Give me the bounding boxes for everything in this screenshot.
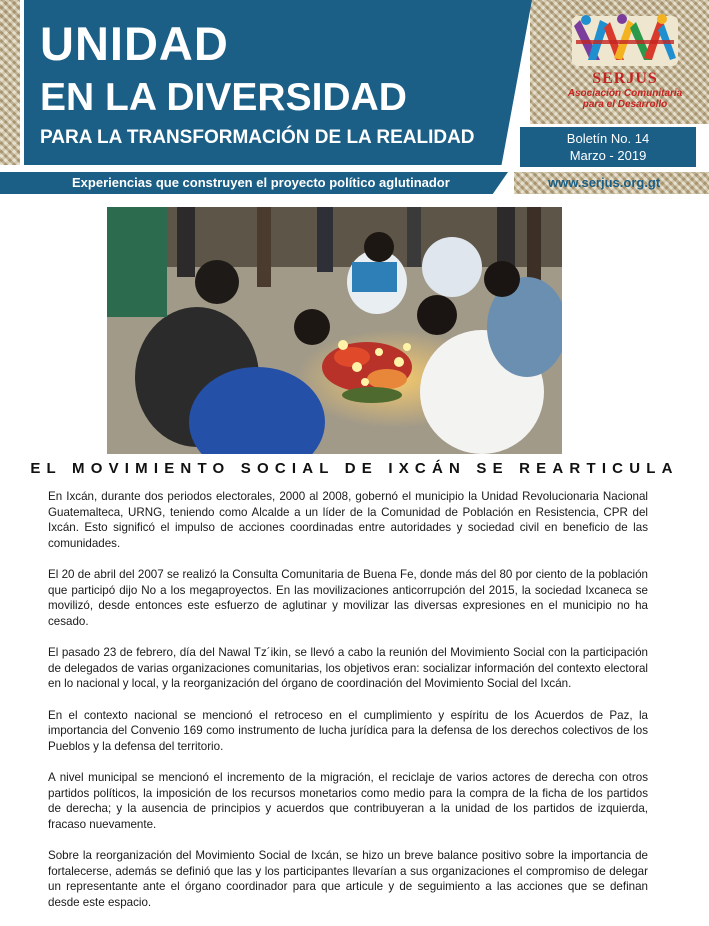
logo-name: SERJUS xyxy=(592,70,658,87)
logo-description xyxy=(566,88,684,110)
woven-texture-left xyxy=(0,0,20,165)
logo-description-line2: para el Desarrollo xyxy=(582,99,668,110)
logo-description-line1: Asociación Comunitaria xyxy=(567,88,683,99)
article-paragraph: En Ixcán, durante dos periodos electorales, 2000 al 2008, gobernó el municipio la Unidad Revolucionaria Nacional Guatemalteca, URNG, teniendo como Alcalde a un líder de la Comunidad de Población en Resistencia, CPR del Ixcán. Esto significó el impulso de acciones coordinadas entre autoridades y sociedad civil en beneficio de las comunidades. xyxy=(48,490,648,550)
article-paragraph: En el contexto nacional se mencionó el retroceso en el cumplimiento y espíritu de los Acuerdos de Paz, la importancia del Convenio 169 como instrumento de lucha jurídica para la defensa de los derechos colectivos de los Pueblos y la defensa del territorio. xyxy=(48,708,648,753)
bulletin-number: Boletín No. 14 xyxy=(566,131,650,146)
article-paragraph: Sobre la reorganización del Movimiento Social de Ixcán, se hizo un breve balance positivo sobre la importancia de fortalecerse, además se definió que las y los participantes llevarían a sus organizaciones el compromiso de delegar un representante ante el órgano coordinador para que articule y de seguimiento a las acciones que se definan desde este espacio. xyxy=(48,849,648,909)
website-link[interactable]: www.serjus.org.gt xyxy=(548,175,661,190)
article-title: EL MOVIMIENTO SOCIAL DE IXCÁN SE REARTICULA xyxy=(30,460,679,477)
ceremony-photo xyxy=(107,207,562,454)
issue-info-box xyxy=(520,127,696,167)
title-diversidad: EN LA DIVERSIDAD xyxy=(40,76,407,119)
title-subtitle: PARA LA TRANSFORMACIÓN DE LA REALIDAD xyxy=(40,127,475,148)
article-body xyxy=(48,489,648,926)
issue-date: Marzo - 2019 xyxy=(569,148,647,163)
article-paragraph: A nivel municipal se mencionó el incremento de la migración, el reciclaje de varios actores de derecha con otros partidos políticos, la imposición de los recursos monetarios como medio para la compra de la ficha de los partidos de derecha; y la ausencia de principios y acuerdos que contribuyeran a la unidad de los partidos de izquierda, fracaso nuevamente. xyxy=(48,771,648,831)
article-paragraph: El 20 de abril del 2007 se realizó la Consulta Comunitaria de Buena Fe, donde más del 80 por ciento de la población que participó dijo No a los megaproyectos. En las movilizaciones anticorrupción del 2015, la sociedad Ixcaneca se movilizó, desde entonces este esfuerzo de aglutinar y movilizar las diversas expresiones en el municipio no ha cesado. xyxy=(48,568,648,628)
woven-figures-icon xyxy=(566,10,684,72)
title-unidad: UNIDAD xyxy=(40,17,229,70)
tagline: Experiencias que construyen el proyecto político aglutinador xyxy=(72,175,450,190)
article-paragraph: El pasado 23 de febrero, día del Nawal Tz´ikin, se llevó a cabo la reunión del Movimiento Social con la participación de delegados de varias organizaciones comunitarias, los objetivos eran: socializar información del contexto electoral en lo nacional y local, y la reorganización del órgano de coordinación del Movimiento Social del Ixcán. xyxy=(48,646,648,690)
serjus-logo xyxy=(566,10,684,118)
